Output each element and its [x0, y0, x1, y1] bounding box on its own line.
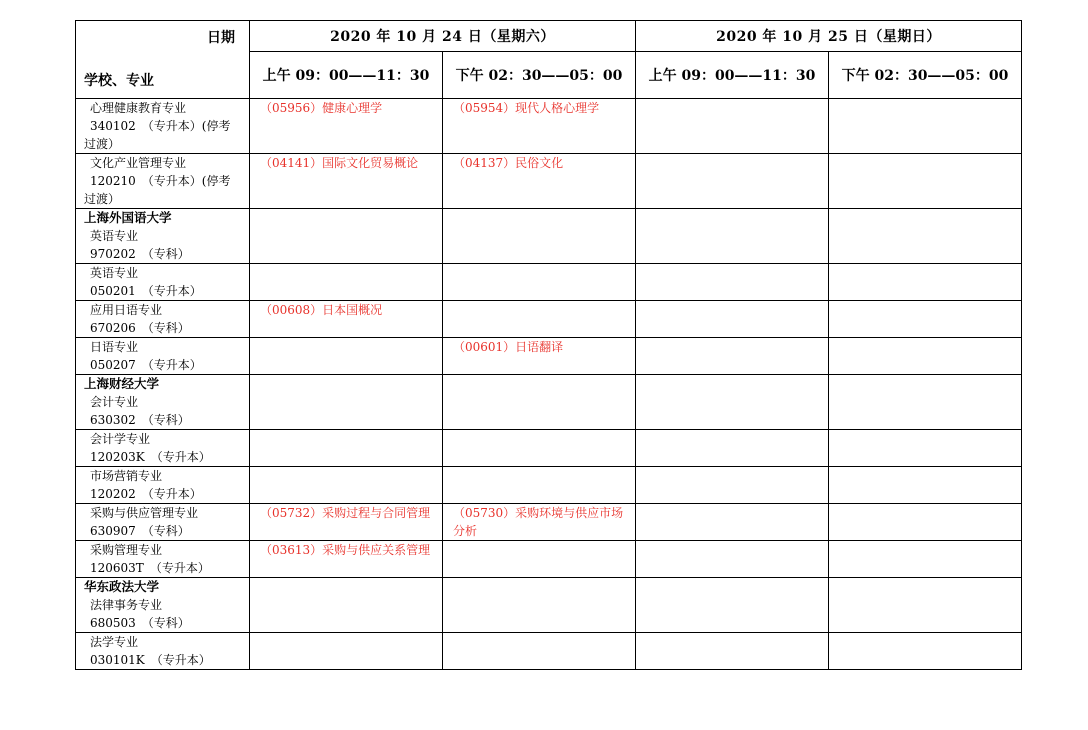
schedule-body [76, 99, 1022, 670]
exam-cell-sat-pm [443, 430, 636, 467]
exam-cell-sun-pm [829, 578, 1022, 633]
exam-cell-sat-pm [443, 541, 636, 578]
exam-cell-sun-am [636, 504, 829, 541]
major-cell [76, 541, 250, 578]
major-cell [76, 264, 250, 301]
day1-pm-header: 下午 02：30——05：00 [443, 52, 636, 99]
exam-cell-sat-am [250, 264, 443, 301]
corner-school-label: 学校、专业 [84, 73, 154, 89]
exam-cell-sat-am: （00608）日本国概况 [250, 301, 443, 338]
exam-cell-sun-am [636, 301, 829, 338]
exam-cell-sun-pm [829, 264, 1022, 301]
day2-am-header: 上午 09：00——11：30 [636, 52, 829, 99]
table-row [76, 338, 1022, 375]
exam-cell-sat-am [250, 633, 443, 670]
major-code: 120210 （专升本）(停考 [90, 174, 231, 188]
exam-cell-sun-am [636, 467, 829, 504]
major-name: 日语专业 [90, 340, 139, 354]
exam-cell-sat-pm [443, 301, 636, 338]
exam-cell-sat-pm: （04137）民俗文化 [443, 154, 636, 209]
major-cell [76, 633, 250, 670]
major-cell [76, 209, 250, 264]
major-cell [76, 375, 250, 430]
table-row [76, 578, 1022, 633]
major-name: 英语专业 [90, 266, 139, 280]
table-row [76, 467, 1022, 504]
table-row [76, 504, 1022, 541]
major-code: 120603T （专升本） [90, 561, 210, 575]
exam-cell-sat-pm [443, 375, 636, 430]
table-row [76, 99, 1022, 154]
major-cell [76, 430, 250, 467]
exam-cell-sat-pm [443, 578, 636, 633]
exam-cell-sun-pm [829, 541, 1022, 578]
exam-cell-sat-pm [443, 264, 636, 301]
major-name: 会计学专业 [90, 432, 151, 446]
major-code: 过渡） [84, 137, 121, 151]
major-name: 法律事务专业 [90, 598, 163, 612]
major-name: 采购与供应管理专业 [90, 506, 199, 520]
exam-schedule-table [75, 20, 1022, 670]
exam-cell-sat-pm [443, 467, 636, 504]
exam-cell-sun-am [636, 430, 829, 467]
exam-cell-sun-pm [829, 209, 1022, 264]
exam-cell-sun-pm [829, 99, 1022, 154]
exam-cell-sat-am [250, 578, 443, 633]
exam-cell-sun-am [636, 209, 829, 264]
exam-cell-sun-pm [829, 375, 1022, 430]
major-code: 970202 （专科） [90, 247, 190, 261]
table-row [76, 209, 1022, 264]
exam-cell-sun-pm [829, 154, 1022, 209]
major-code: 630302 （专科） [90, 413, 190, 427]
exam-cell-sun-am [636, 375, 829, 430]
table-row [76, 264, 1022, 301]
exam-cell-sun-am [636, 633, 829, 670]
exam-cell-sat-pm: （05730）采购环境与供应市场分析 [443, 504, 636, 541]
major-code: 过渡） [84, 192, 121, 206]
header-row-dates [76, 21, 1022, 52]
major-code: 340102 （专升本）(停考 [90, 119, 231, 133]
day2-pm-header: 下午 02：30——05：00 [829, 52, 1022, 99]
table-row [76, 430, 1022, 467]
exam-cell-sat-pm [443, 633, 636, 670]
exam-cell-sat-am: （04141）国际文化贸易概论 [250, 154, 443, 209]
exam-cell-sun-pm [829, 504, 1022, 541]
major-name: 会计专业 [90, 395, 139, 409]
major-name: 法学专业 [90, 635, 139, 649]
table-row [76, 633, 1022, 670]
major-code: 680503 （专科） [90, 616, 190, 630]
exam-cell-sun-pm [829, 467, 1022, 504]
exam-cell-sat-am [250, 209, 443, 264]
table-row [76, 375, 1022, 430]
exam-cell-sun-pm [829, 633, 1022, 670]
exam-cell-sun-am [636, 264, 829, 301]
major-name: 采购管理专业 [90, 543, 163, 557]
exam-cell-sat-am: （05732）采购过程与合同管理 [250, 504, 443, 541]
exam-cell-sun-pm [829, 301, 1022, 338]
corner-header-cell [76, 21, 250, 99]
major-code: 120202 （专升本） [90, 487, 202, 501]
day2-header: 2020 年 10 月 25 日（星期日） [636, 21, 1022, 52]
major-code: 630907 （专科） [90, 524, 190, 538]
major-code: 670206 （专科） [90, 321, 190, 335]
school-name: 上海外国语大学 [84, 210, 172, 225]
major-code: 120203K （专升本） [90, 450, 211, 464]
exam-cell-sat-am [250, 430, 443, 467]
exam-cell-sun-pm [829, 430, 1022, 467]
major-cell [76, 578, 250, 633]
table-row [76, 301, 1022, 338]
school-name: 上海财经大学 [84, 376, 160, 391]
exam-cell-sat-pm: （00601）日语翻译 [443, 338, 636, 375]
major-name: 应用日语专业 [90, 303, 163, 317]
day1-header: 2020 年 10 月 24 日（星期六） [250, 21, 636, 52]
exam-cell-sat-am: （05956）健康心理学 [250, 99, 443, 154]
exam-cell-sun-pm [829, 338, 1022, 375]
major-name: 文化产业管理专业 [90, 156, 187, 170]
major-cell [76, 467, 250, 504]
exam-cell-sat-am: （03613）采购与供应关系管理 [250, 541, 443, 578]
major-cell [76, 338, 250, 375]
table-row [76, 541, 1022, 578]
exam-cell-sun-am [636, 154, 829, 209]
major-name: 心理健康教育专业 [90, 101, 187, 115]
exam-cell-sat-am [250, 338, 443, 375]
major-name: 英语专业 [90, 229, 139, 243]
major-code: 050201 （专升本） [90, 284, 202, 298]
exam-cell-sat-am [250, 375, 443, 430]
exam-cell-sun-am [636, 99, 829, 154]
day1-am-header: 上午 09：00——11：30 [250, 52, 443, 99]
table-row [76, 154, 1022, 209]
major-code: 030101K （专升本） [90, 653, 211, 667]
major-name: 市场营销专业 [90, 469, 163, 483]
school-name: 华东政法大学 [84, 579, 160, 594]
exam-cell-sun-am [636, 578, 829, 633]
major-code: 050207 （专升本） [90, 358, 202, 372]
exam-cell-sun-am [636, 338, 829, 375]
major-cell [76, 154, 250, 209]
exam-cell-sat-am [250, 467, 443, 504]
major-cell [76, 504, 250, 541]
exam-cell-sat-pm [443, 209, 636, 264]
major-cell [76, 99, 250, 154]
exam-cell-sun-am [636, 541, 829, 578]
major-cell [76, 301, 250, 338]
corner-date-label: 日期 [207, 30, 235, 46]
exam-cell-sat-pm: （05954）现代人格心理学 [443, 99, 636, 154]
